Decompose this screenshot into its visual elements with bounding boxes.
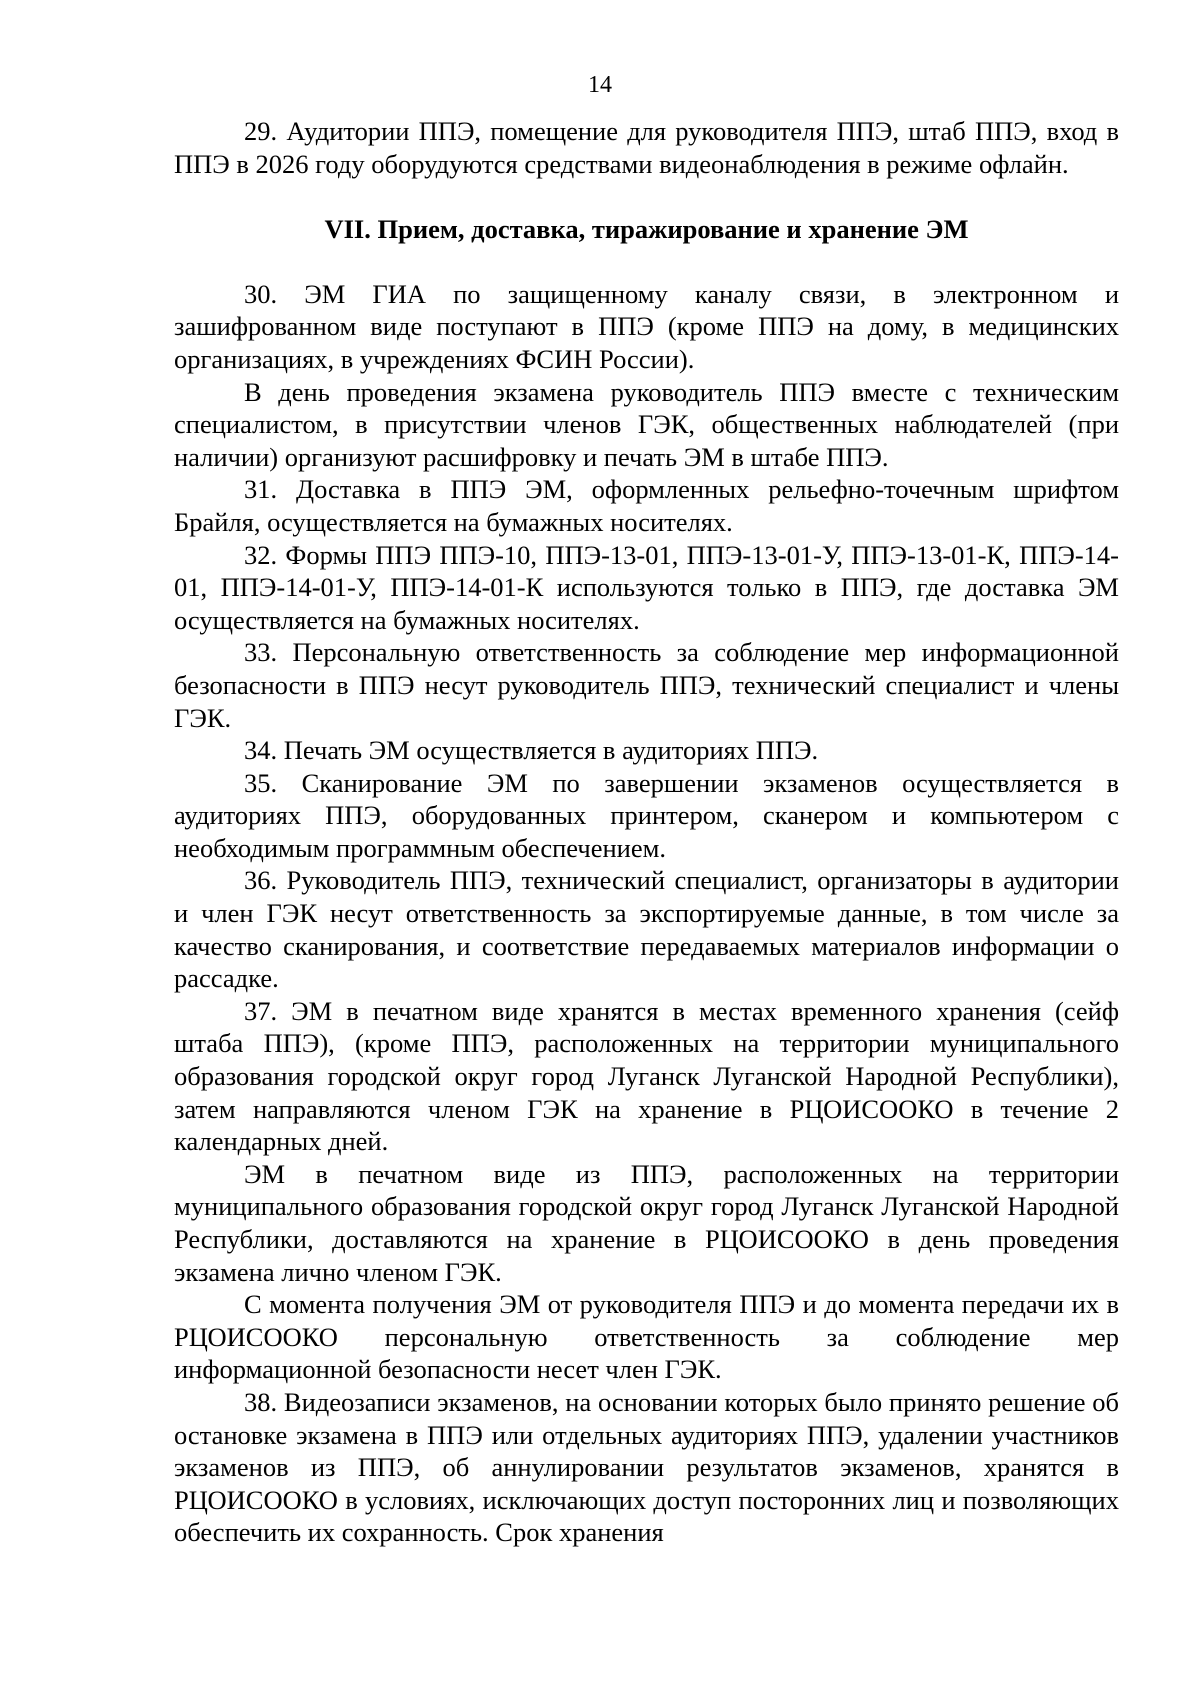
document-body — [174, 115, 1119, 1549]
paragraph-33: 33. Персональную ответственность за соблюдение мер информационной безопасности в ППЭ несут руководитель ППЭ, технический специалист и члены ГЭК. — [174, 637, 1119, 733]
paragraph-29: 29. Аудитории ППЭ, помещение для руководителя ППЭ, штаб ППЭ, вход в ППЭ в 2026 году оборудуются средствами видеонаблюдения в режиме офлайн. — [174, 116, 1119, 179]
paragraph-38: 38. Видеозаписи экзаменов, на основании которых было принято решение об остановке экзамена в ППЭ или отдельных аудиториях ППЭ, удалении участников экзаменов из ППЭ, об аннулировании результатов экзаменов, хранятся в РЦОИСООКО в условиях, исключающих доступ посторонних лиц и позволяющих обеспечить их сохранность. Срок хранения — [174, 1386, 1119, 1548]
paragraph-37: 37. ЭМ в печатном виде хранятся в местах временного хранения (сейф штаба ППЭ), (кроме ППЭ, расположенных на территории муниципального образования городской округ город Луганск Луганской Народной Республики), затем направляются членом ГЭК на хранение в РЦОИСООКО в течение 2 календарных дней. — [174, 995, 1119, 1157]
paragraph-30-continued: В день проведения экзамена руководитель ППЭ вместе с техническим специалистом, в присутствии членов ГЭК, общественных наблюдателей (при наличии) организуют расшифровку и печать ЭМ в штабе ППЭ. — [174, 376, 1119, 472]
paragraph-32: 32. Формы ППЭ ППЭ-10, ППЭ-13-01, ППЭ-13-01-У, ППЭ-13-01-К, ППЭ-14-01, ППЭ-14-01-У, ППЭ-14-01-К используются только в ППЭ, где доставка ЭМ осуществляется на бумажных носителях. — [174, 539, 1119, 635]
paragraph-30: 30. ЭМ ГИА по защищенному каналу связи, в электронном и зашифрованном виде поступают в ППЭ (кроме ППЭ на дому, в медицинских организациях, в учреждениях ФСИН России). — [174, 278, 1119, 374]
section-heading: VII. Прием, доставка, тиражирование и хранение ЭМ — [324, 214, 969, 245]
paragraph-31: 31. Доставка в ППЭ ЭМ, оформленных рельефно-точечным шрифтом Брайля, осуществляется на бумажных носителях. — [174, 474, 1119, 537]
paragraph-36: 36. Руководитель ППЭ, технический специалист, организаторы в аудитории и член ГЭК несут ответственность за экспортируемые данные, в том числе за качество сканирования, и соответствие передаваемых материалов информации о рассадке. — [174, 865, 1119, 994]
paragraph-35: 35. Сканирование ЭМ по завершении экзаменов осуществляется в аудиториях ППЭ, оборудованных принтером, сканером и компьютером с необходимым программным обеспечением. — [174, 767, 1119, 863]
paragraph-37-continued-1: ЭМ в печатном виде из ППЭ, расположенных на территории муниципального образования городской округ город Луганск Луганской Народной Республики, доставляются на хранение в РЦОИСООКО в день проведения экзамена лично членом ГЭК. — [174, 1158, 1119, 1287]
page-number: 14 — [588, 72, 612, 98]
paragraph-34: 34. Печать ЭМ осуществляется в аудиториях ППЭ. — [244, 735, 819, 766]
paragraph-37-continued-2: С момента получения ЭМ от руководителя ППЭ и до момента передачи их в РЦОИСООКО персональную ответственность за соблюдение мер информационной безопасности несет член ГЭК. — [174, 1289, 1119, 1385]
